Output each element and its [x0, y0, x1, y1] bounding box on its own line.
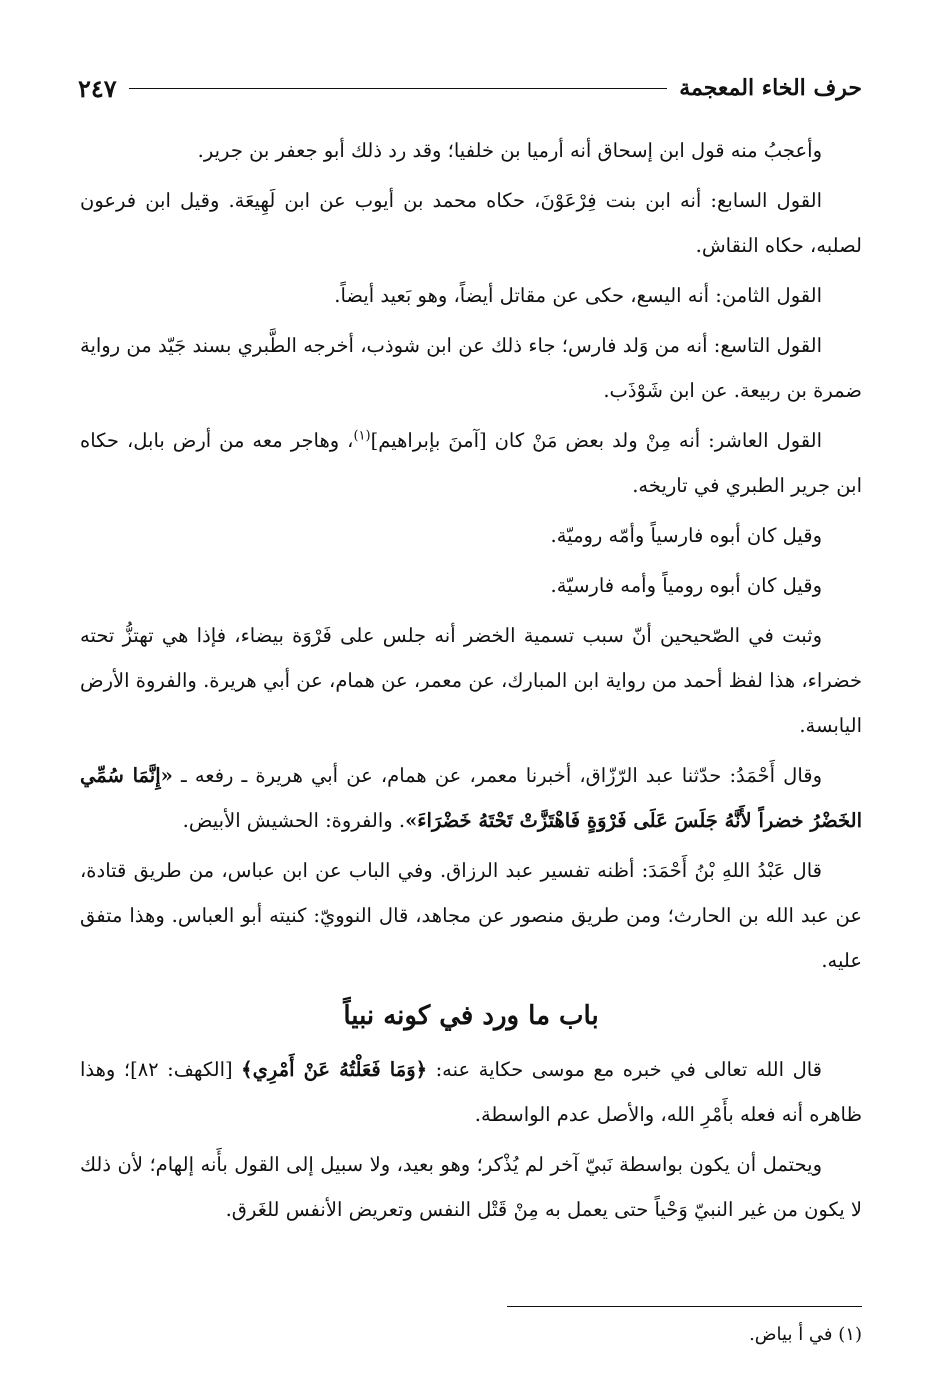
- paragraph: [80, 1047, 862, 1137]
- paragraph: القول السابع: أنه ابن بنت فِرْعَوْنَ، حكاه محمد بن أيوب عن ابن لَهِيعَة. وقيل ابن فرعون لصلبه، حكاه النقاش.: [80, 189, 862, 257]
- paragraph: وأعجبُ منه قول ابن إسحاق أنه أرميا بن خلفيا؛ وقد رد ذلك أبو جعفر بن جرير.: [197, 139, 822, 162]
- paragraph-text: القول العاشر: أنه مِنْ ولد بعض مَنْ كان [آمنَ بإبراهيم]: [370, 429, 822, 452]
- hadith-quote: «إِنَّمَا سُمِّي الخَضْرُ خضراً لأَنَّهُ جَلَسَ عَلَى فَرْوَةٍ فَاهْتَزَّتْ تَحْتَهُ خَضْرَاءَ»: [80, 764, 862, 832]
- paragraph-text: ، وهاجر معه من أرض بابل، حكاه ابن جرير الطبري في تاريخه.: [80, 429, 862, 497]
- paragraph-text: [الكهف: ٨٢]؛ وهذا ظاهره أنه فعله بأَمْرِ الله، والأصل عدم الواسطة.: [80, 1058, 862, 1126]
- section-heading: باب ما ورد في كونه نبياً: [343, 1001, 599, 1031]
- footnote: (١) في أ بياض.: [749, 1324, 862, 1345]
- paragraph: القول الثامن: أنه اليسع، حكى عن مقاتل أيضاً، وهو بَعيد أيضاً.: [334, 284, 822, 307]
- paragraph: وثبت في الصّحيحين أنّ سبب تسمية الخضر أنه جلس على فَرْوَة بيضاء، فإذا هي تهتزُّ تحته خضراء، هذا لفظ أحمد من رواية ابن المبارك، عن معمر، عن همام، عن أبي هريرة. والفروة الأرض اليابسة.: [80, 624, 862, 737]
- quran-quote: ﴿وَمَا فَعَلْتُهُ عَنْ أَمْرِي﴾: [241, 1058, 428, 1081]
- paragraph: القول التاسع: أنه من وَلد فارس؛ جاء ذلك عن ابن شوذب، أخرجه الطَّبري بسند جَيّد من رواية ضمرة بن ربيعة. عن ابن شَوْذَب.: [80, 334, 862, 402]
- paragraph: [80, 753, 862, 843]
- paragraph-text: وقال أَحْمَدُ: حدّثنا عبد الرّزّاق، أخبرنا معمر، عن همام، عن أبي هريرة ـ رفعه ـ: [172, 764, 822, 787]
- footnote-reference: (١): [353, 428, 371, 444]
- paragraph: ويحتمل أن يكون بواسطة نَبيّ آخر لم يُذْكر؛ وهو بعيد، ولا سبيل إلى القول بأَنه إلهام؛ لأن ذلك لا يكون من غير النبيّ وَحْياً حتى يعمل به مِنْ قَتْل النفس وتعريض الأنفس للغَرق.: [80, 1153, 862, 1221]
- paragraph: قال عَبْدُ اللهِ بْنُ أَحْمَدَ: أظنه تفسير عبد الرزاق. وفي الباب عن ابن عباس، من طريق قتادة، عن عبد الله بن الحارث؛ ومن طريق منصور عن مجاهد، قال النوويّ: كنيته أبو العباس. وهذا متفق عليه.: [80, 859, 862, 972]
- header-rule: [129, 88, 668, 89]
- page-header: [78, 70, 862, 106]
- paragraph: وقيل كان أبوه فارسياً وأمّه روميّة.: [550, 524, 822, 547]
- footnote-separator: [507, 1306, 862, 1307]
- page-body: [80, 128, 862, 1237]
- page-number: ٢٤٧: [78, 73, 117, 103]
- running-title: حرف الخاء المعجمة: [679, 75, 862, 101]
- paragraph-text: . والفروة: الحشيش الأبيض.: [182, 809, 406, 832]
- paragraph: وقيل كان أبوه رومياً وأمه فارسيّة.: [550, 574, 822, 597]
- paragraph: [80, 418, 862, 508]
- paragraph-text: قال الله تعالى في خبره مع موسى حكاية عنه:: [427, 1058, 822, 1081]
